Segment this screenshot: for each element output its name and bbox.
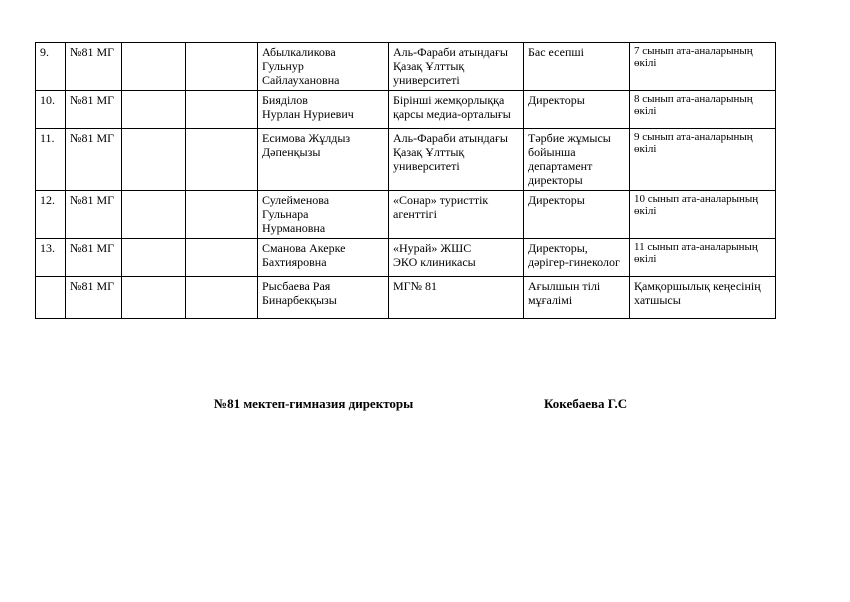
signature-title: №81 мектеп-гимназия директоры — [214, 396, 414, 411]
table-row — [36, 91, 776, 129]
table-row — [36, 43, 776, 91]
organization-cell: МГ№ 81 — [389, 277, 524, 319]
role-cell: 8 сынып ата-аналарының өкілі — [630, 91, 776, 129]
empty-cell — [186, 129, 258, 191]
role-cell: 11 сынып ата-аналарының өкілі — [630, 239, 776, 277]
organization-cell: «Нурай» ЖШС ЭКО клиникасы — [389, 239, 524, 277]
row-number-cell — [36, 277, 66, 319]
empty-cell — [186, 191, 258, 239]
table-row — [36, 191, 776, 239]
role-cell: 9 сынып ата-аналарының өкілі — [630, 129, 776, 191]
position-cell: Ағылшын тілі мұғалімі — [524, 277, 630, 319]
member-name-cell: Сулейменова Гульнара Нурмановна — [258, 191, 389, 239]
table-row — [36, 129, 776, 191]
position-cell: Бас есепші — [524, 43, 630, 91]
position-cell: Директоры, дәрігер-гинеколог — [524, 239, 630, 277]
organization-cell: Аль-Фараби атындағы Қазақ Ұлттық университеті — [389, 129, 524, 191]
organization-cell: Аль-Фараби атындағы Қазақ Ұлттық университеті — [389, 43, 524, 91]
row-number-cell: 11. — [36, 129, 66, 191]
position-cell: Директоры — [524, 191, 630, 239]
member-name-cell: Бияділов Нурлан Нуриевич — [258, 91, 389, 129]
empty-cell — [122, 43, 186, 91]
empty-cell — [186, 43, 258, 91]
row-number-cell: 9. — [36, 43, 66, 91]
empty-cell — [122, 129, 186, 191]
organization-cell: Бірінші жемқорлыққа қарсы медиа-орталығы — [389, 91, 524, 129]
school-cell: №81 МГ — [66, 191, 122, 239]
school-cell: №81 МГ — [66, 277, 122, 319]
member-name-cell: Рысбаева Рая Бинарбекқызы — [258, 277, 389, 319]
empty-cell — [186, 277, 258, 319]
signature-name: Кокебаева Г.С — [544, 396, 628, 411]
school-cell: №81 МГ — [66, 43, 122, 91]
table-row — [36, 239, 776, 277]
role-cell: 7 сынып ата-аналарының өкілі — [630, 43, 776, 91]
member-name-cell: Абылкаликова Гульнур Сайлаухановна — [258, 43, 389, 91]
row-number-cell: 13. — [36, 239, 66, 277]
school-cell: №81 МГ — [66, 129, 122, 191]
empty-cell — [122, 91, 186, 129]
empty-cell — [186, 91, 258, 129]
member-name-cell: Сманова Акерке Бахтияровна — [258, 239, 389, 277]
empty-cell — [122, 191, 186, 239]
school-cell: №81 МГ — [66, 239, 122, 277]
members-table — [35, 42, 776, 319]
role-cell: Қамқоршылық кеңесінің хатшысы — [630, 277, 776, 319]
position-cell: Тәрбие жұмысы бойынша департамент директоры — [524, 129, 630, 191]
empty-cell — [122, 277, 186, 319]
empty-cell — [186, 239, 258, 277]
position-cell: Директоры — [524, 91, 630, 129]
table-row — [36, 277, 776, 319]
row-number-cell: 10. — [36, 91, 66, 129]
row-number-cell: 12. — [36, 191, 66, 239]
school-cell: №81 МГ — [66, 91, 122, 129]
role-cell: 10 сынып ата-аналарының өкілі — [630, 191, 776, 239]
member-name-cell: Есимова Жұлдыз Дәпенқызы — [258, 129, 389, 191]
organization-cell: «Сонар» туристтік агенттігі — [389, 191, 524, 239]
empty-cell — [122, 239, 186, 277]
